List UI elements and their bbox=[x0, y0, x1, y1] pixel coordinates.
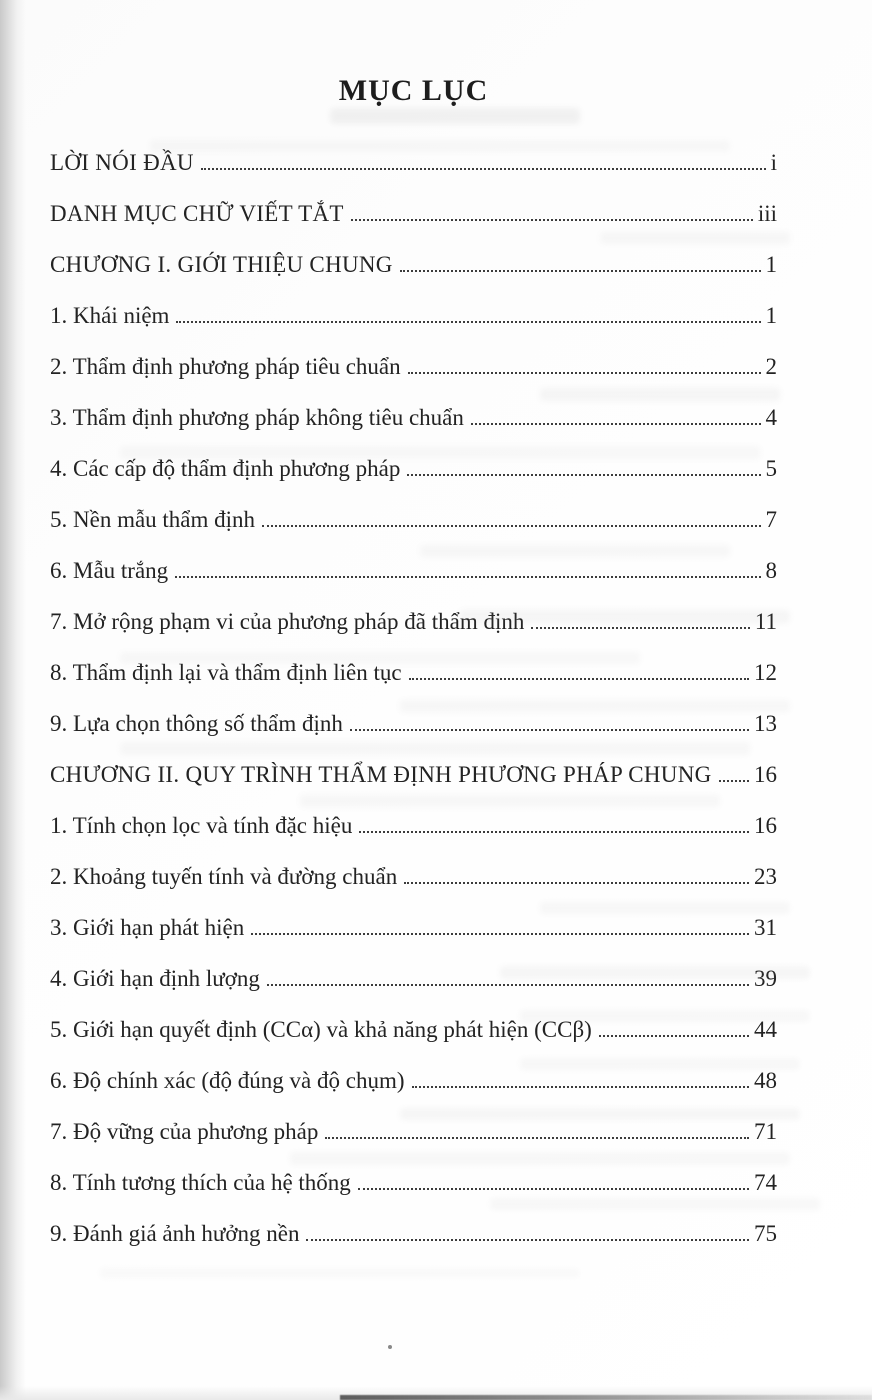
scan-bottom-streak bbox=[340, 1395, 872, 1400]
toc-entry-label: 5. Giới hạn quyết định (CCα) và khả năng phát hiện (CCβ) bbox=[50, 1017, 592, 1042]
toc-entry-row bbox=[50, 505, 777, 535]
toc-entry-page: 1 bbox=[765, 303, 777, 328]
toc-entry-label: CHƯƠNG I. GIỚI THIỆU CHUNG bbox=[50, 252, 393, 277]
dot-leader bbox=[251, 933, 749, 935]
toc-entry-label: 6. Độ chính xác (độ đúng và độ chụm) bbox=[50, 1068, 405, 1093]
bleed-through-artifact bbox=[330, 108, 580, 124]
toc-entry-page: 2 bbox=[765, 354, 777, 379]
toc-entry-label: 8. Tính tương thích của hệ thống bbox=[50, 1170, 351, 1195]
toc-entry-label: CHƯƠNG II. QUY TRÌNH THẨM ĐỊNH PHƯƠNG PHÁP CHUNG bbox=[50, 762, 712, 787]
toc-entry-row bbox=[50, 658, 777, 688]
toc-entry-row bbox=[50, 811, 777, 841]
toc-entry-label: 2. Khoảng tuyến tính và đường chuẩn bbox=[50, 864, 398, 889]
toc-entry-row bbox=[50, 709, 777, 739]
toc-entry-label: 3. Giới hạn phát hiện bbox=[50, 915, 245, 940]
toc-heading-row bbox=[50, 199, 777, 229]
toc-entry-page: 23 bbox=[754, 864, 777, 889]
toc-list bbox=[50, 148, 777, 1249]
toc-entry-page: 71 bbox=[754, 1119, 777, 1144]
toc-entry-page: 8 bbox=[765, 558, 777, 583]
dot-leader bbox=[267, 984, 749, 986]
toc-entry-page: 31 bbox=[754, 915, 777, 940]
toc-entry-label: DANH MỤC CHỮ VIẾT TẮT bbox=[50, 201, 344, 226]
toc-entry-label: 9. Đánh giá ảnh hưởng nền bbox=[50, 1221, 300, 1246]
dot-leader bbox=[201, 168, 766, 170]
dot-leader bbox=[471, 423, 761, 425]
toc-entry-row bbox=[50, 1015, 777, 1045]
dot-leader bbox=[404, 882, 749, 884]
toc-entry-row bbox=[50, 556, 777, 586]
dot-leader bbox=[350, 729, 749, 731]
toc-heading-row bbox=[50, 148, 777, 178]
toc-entry-page: iii bbox=[757, 201, 777, 226]
toc-entry-row bbox=[50, 1117, 777, 1147]
toc-entry-row bbox=[50, 301, 777, 331]
toc-entry-label: LỜI NÓI ĐẦU bbox=[50, 150, 194, 175]
dot-leader bbox=[408, 372, 761, 374]
toc-entry-page: i bbox=[770, 150, 777, 175]
toc-entry-page: 11 bbox=[754, 609, 777, 634]
toc-entry-page: 1 bbox=[765, 252, 777, 277]
dot-leader bbox=[531, 627, 749, 629]
toc-entry-page: 16 bbox=[754, 813, 777, 838]
toc-entry-page: 5 bbox=[765, 456, 777, 481]
toc-entry-label: 4. Giới hạn định lượng bbox=[50, 966, 260, 991]
dot-leader bbox=[407, 474, 760, 476]
toc-entry-row bbox=[50, 607, 777, 637]
toc-entry-label: 5. Nền mẫu thẩm định bbox=[50, 507, 256, 532]
toc-entry-label: 7. Độ vững của phương pháp bbox=[50, 1119, 319, 1144]
dot-leader bbox=[358, 1188, 749, 1190]
toc-entry-page: 39 bbox=[754, 966, 777, 991]
dot-leader bbox=[400, 270, 761, 272]
dot-leader bbox=[325, 1137, 749, 1139]
page-title: MỤC LỤC bbox=[338, 74, 489, 107]
dot-leader bbox=[359, 831, 749, 833]
toc-entry-label: 4. Các cấp độ thẩm định phương pháp bbox=[50, 456, 401, 481]
toc-entry-row bbox=[50, 1066, 777, 1096]
dot-leader bbox=[412, 1086, 749, 1088]
dot-leader bbox=[176, 321, 760, 323]
scan-left-shadow bbox=[0, 0, 26, 1400]
dot-leader bbox=[306, 1239, 749, 1241]
toc-entry-label: 2. Thẩm định phương pháp tiêu chuẩn bbox=[50, 354, 401, 379]
toc-entry-row bbox=[50, 403, 777, 433]
toc-entry-row bbox=[50, 964, 777, 994]
dot-leader bbox=[262, 525, 760, 527]
toc-entry-row bbox=[50, 1168, 777, 1198]
toc-entry-page: 44 bbox=[754, 1017, 777, 1042]
scan-speck-artifact bbox=[388, 1345, 392, 1349]
toc-entry-label: 7. Mở rộng phạm vi của phương pháp đã thẩm định bbox=[50, 609, 525, 634]
toc-entry-page: 7 bbox=[765, 507, 777, 532]
dot-leader bbox=[719, 780, 749, 782]
toc-heading-row bbox=[50, 250, 777, 280]
toc-entry-label: 3. Thẩm định phương pháp không tiêu chuẩn bbox=[50, 405, 464, 430]
toc-entry-row bbox=[50, 1219, 777, 1249]
toc-entry-label: 1. Khái niệm bbox=[50, 303, 170, 328]
toc-entry-label: 8. Thẩm định lại và thẩm định liên tục bbox=[50, 660, 402, 685]
toc-entry-row bbox=[50, 862, 777, 892]
toc-entry-label: 1. Tính chọn lọc và tính đặc hiệu bbox=[50, 813, 353, 838]
dot-leader bbox=[175, 576, 760, 578]
toc-heading-row bbox=[50, 760, 777, 790]
toc-entry-label: 6. Mẫu trắng bbox=[50, 558, 169, 583]
scan-bottom-shadow bbox=[0, 1386, 872, 1400]
dot-leader bbox=[351, 219, 753, 221]
bleed-through-artifact bbox=[100, 1268, 580, 1278]
toc-entry-page: 48 bbox=[754, 1068, 777, 1093]
toc-entry-page: 75 bbox=[754, 1221, 777, 1246]
toc-entry-row bbox=[50, 913, 777, 943]
toc-entry-page: 12 bbox=[754, 660, 777, 685]
toc-entry-row bbox=[50, 454, 777, 484]
toc-entry-page: 74 bbox=[754, 1170, 777, 1195]
toc-entry-page: 16 bbox=[754, 762, 777, 787]
dot-leader bbox=[409, 678, 749, 680]
toc-entry-page: 13 bbox=[754, 711, 777, 736]
dot-leader bbox=[599, 1035, 749, 1037]
toc-entry-page: 4 bbox=[765, 405, 777, 430]
toc-entry-label: 9. Lựa chọn thông số thẩm định bbox=[50, 711, 343, 736]
toc-entry-row bbox=[50, 352, 777, 382]
